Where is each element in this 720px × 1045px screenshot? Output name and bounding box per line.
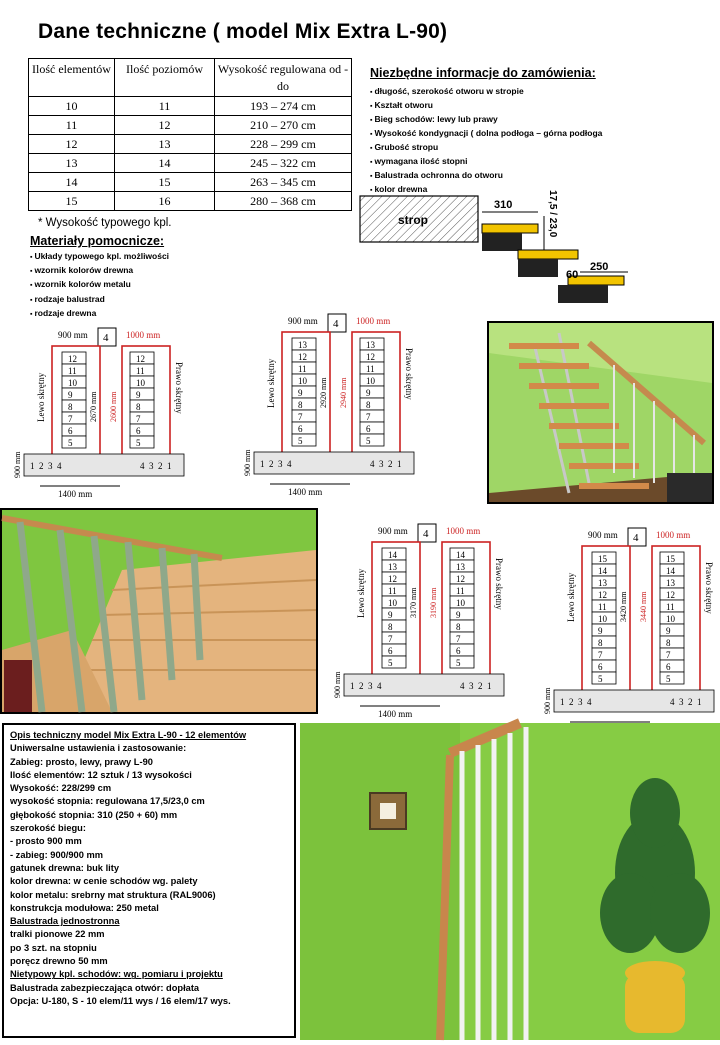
step-number: 12 — [666, 590, 675, 600]
landing-step-number: 4 — [587, 697, 592, 707]
order-info-title: Niezbędne informacje do zamówienia: — [370, 66, 596, 80]
landing-step-number: 1 — [487, 681, 492, 691]
list-item: ▪ Bieg schodów: lewy lub prawy — [370, 113, 602, 127]
list-item: ▪ rodzaje drewna — [30, 307, 169, 321]
step-number: 9 — [136, 390, 141, 400]
right-height-label: 3440 mm — [639, 591, 648, 622]
landing-step-number: 1 — [30, 461, 35, 471]
step — [130, 424, 154, 436]
step-number: 6 — [136, 426, 141, 436]
side-width-label: 900 mm — [243, 449, 252, 476]
plan-right-width-label: 1000 mm — [656, 530, 691, 540]
step-number: 8 — [68, 402, 73, 412]
landing-step-number: 2 — [359, 681, 364, 691]
step — [450, 656, 474, 668]
bottom-width-label: 1400 mm — [378, 709, 413, 719]
left-height-label: 2920 mm — [319, 377, 328, 408]
stair-photo-2 — [0, 508, 318, 714]
table-row — [29, 192, 352, 211]
plan-width-label: 900 mm — [378, 526, 408, 536]
step-number: 14 — [456, 550, 465, 560]
step-number: 7 — [366, 412, 371, 422]
bottom-step-depth: 250 — [590, 261, 609, 273]
step-number: 11 — [456, 586, 465, 596]
right-turn-label: Prawo skrętny — [174, 362, 184, 414]
left-height-label: 2670 mm — [89, 391, 98, 422]
landing-step-number: 3 — [48, 461, 53, 471]
step-number: 7 — [666, 650, 671, 660]
step-number: 9 — [298, 388, 303, 398]
description-title: Opis techniczny model Mix Extra L-90 - 12 elementów — [10, 730, 247, 740]
landing-step-number: 3 — [679, 697, 684, 707]
step-number: 12 — [68, 354, 77, 364]
turn-label: 4 — [103, 332, 109, 344]
cell-height: 193 – 274 cm — [215, 97, 352, 116]
step — [382, 620, 406, 632]
header-elements: Ilość elementów — [29, 59, 115, 97]
step-number: 12 — [456, 574, 465, 584]
step-number: 14 — [598, 566, 607, 576]
cell-height: 280 – 368 cm — [215, 192, 352, 211]
step — [292, 410, 316, 422]
landing-step-number: 4 — [287, 459, 292, 469]
landing-step-number: 3 — [578, 697, 583, 707]
table-row — [29, 173, 352, 192]
step — [382, 656, 406, 668]
step-number: 9 — [598, 626, 603, 636]
cell-levels: 15 — [115, 173, 215, 192]
description-line: tralki pionowe 22 mm — [10, 929, 105, 940]
step-number: 13 — [388, 562, 397, 572]
landing-step-number: 4 — [370, 459, 375, 469]
cell-levels: 16 — [115, 192, 215, 211]
side-width-label: 900 mm — [543, 687, 552, 714]
step-riser — [558, 285, 608, 303]
landing-step-number: 2 — [688, 697, 693, 707]
list-item: ▪ Układy typowego kpl. możliwości — [30, 250, 169, 264]
description-line: Ilość elementów: 12 sztuk / 13 wysokości — [10, 769, 192, 780]
step — [292, 422, 316, 434]
step-number: 6 — [598, 662, 603, 672]
right-height-label: 2940 mm — [339, 377, 348, 408]
step-offset: 60 — [566, 269, 579, 281]
step-number: 15 — [666, 554, 675, 564]
step — [382, 608, 406, 620]
cell-levels: 13 — [115, 135, 215, 154]
description-line: poręcz drewno 50 mm — [10, 956, 108, 967]
step-number: 7 — [598, 650, 603, 660]
list-item: ▪ długość, szerokość otworu w stropie — [370, 85, 602, 99]
turn-label: 4 — [333, 318, 339, 330]
header-height: Wysokość regulowana od - do — [215, 59, 352, 97]
step-number: 11 — [666, 602, 675, 612]
cell-height: 228 – 299 cm — [215, 135, 352, 154]
step-number: 6 — [298, 424, 303, 434]
landing-step-number: 2 — [39, 461, 44, 471]
landing-step-number: 3 — [278, 459, 283, 469]
landing-step-number: 4 — [140, 461, 145, 471]
step-number: 12 — [366, 352, 375, 362]
cell-elements: 10 — [29, 97, 115, 116]
ceiling-label: strop — [398, 213, 428, 227]
list-item: ▪ wymagana ilość stopni — [370, 155, 602, 169]
landing-step-number: 2 — [158, 461, 163, 471]
cell-elements: 11 — [29, 116, 115, 135]
step-number: 15 — [598, 554, 607, 564]
step-number: 8 — [366, 400, 371, 410]
top-step-depth: 310 — [494, 199, 513, 211]
cell-elements: 14 — [29, 173, 115, 192]
table-row — [29, 116, 352, 135]
landing-step-number: 4 — [57, 461, 62, 471]
step — [592, 636, 616, 648]
list-item: ▪ Kształt otworu — [370, 99, 602, 113]
step-number: 8 — [136, 402, 141, 412]
landing-step-number: 3 — [368, 681, 373, 691]
description-line: Nietypowy kpl. schodów: wg. pomiaru i projektu — [10, 969, 223, 980]
step-number: 6 — [366, 424, 371, 434]
step — [450, 620, 474, 632]
step-number: 11 — [366, 364, 375, 374]
step-number: 13 — [456, 562, 465, 572]
landing-step-number: 2 — [269, 459, 274, 469]
list-item: ▪ Grubość stropu — [370, 141, 602, 155]
landing-step-number: 1 — [397, 459, 402, 469]
cell-height: 263 – 345 cm — [215, 173, 352, 192]
cell-elements: 12 — [29, 135, 115, 154]
right-turn-label: Prawo skrętny — [494, 558, 504, 610]
description-line: konstrukcja modułowa: 250 metal — [10, 902, 159, 913]
landing-step-number: 1 — [350, 681, 355, 691]
step-number: 9 — [366, 388, 371, 398]
step-number: 7 — [68, 414, 73, 424]
step-number: 11 — [136, 366, 145, 376]
step — [130, 436, 154, 448]
step-number: 8 — [666, 638, 671, 648]
step — [360, 410, 384, 422]
step — [660, 636, 684, 648]
bottom-width-label: 1400 mm — [58, 489, 93, 499]
landing-step-number: 3 — [469, 681, 474, 691]
step-number: 5 — [366, 436, 371, 446]
step-number: 11 — [298, 364, 307, 374]
table-header-row — [29, 59, 352, 97]
list-item: ▪ wzornik kolorów drewna — [30, 264, 169, 278]
step-riser — [482, 233, 522, 251]
step-number: 5 — [298, 436, 303, 446]
order-info-list — [370, 85, 602, 197]
step-number: 11 — [388, 586, 397, 596]
list-item: ▪ wzornik kolorów metalu — [30, 278, 169, 292]
description-line: Uniwersalne ustawienia i zastosowanie: — [10, 743, 187, 754]
step — [62, 436, 86, 448]
stair-plan-3 — [330, 522, 515, 719]
step — [660, 648, 684, 660]
step-number: 12 — [388, 574, 397, 584]
step — [450, 608, 474, 620]
step-number: 10 — [388, 598, 397, 608]
step — [292, 398, 316, 410]
list-item: ▪ Wysokość kondygnacji ( dolna podłoga – górna podłoga — [370, 127, 602, 141]
step-number: 7 — [388, 634, 393, 644]
left-turn-label: Lewo skrętny — [36, 372, 46, 422]
step-number: 13 — [366, 340, 375, 350]
step-number: 6 — [388, 646, 393, 656]
list-item: ▪ rodzaje balustrad — [30, 293, 169, 307]
step — [292, 434, 316, 446]
materials-list — [30, 250, 169, 321]
cell-height: 245 – 322 cm — [215, 154, 352, 173]
step — [360, 386, 384, 398]
step-diagram — [358, 186, 720, 310]
step-number: 5 — [598, 674, 603, 684]
left-turn-label: Lewo skrętny — [266, 358, 276, 408]
plan-width-label: 900 mm — [58, 330, 88, 340]
step-number: 8 — [388, 622, 393, 632]
left-height-label: 3170 mm — [409, 587, 418, 618]
step-number: 13 — [598, 578, 607, 588]
description-line: kolor metalu: srebrny mat struktura (RAL9006) — [10, 889, 216, 900]
step — [592, 660, 616, 672]
step-number: 14 — [388, 550, 397, 560]
step-number: 11 — [598, 602, 607, 612]
step — [450, 644, 474, 656]
step-number: 12 — [298, 352, 307, 362]
step-number: 6 — [456, 646, 461, 656]
step — [62, 424, 86, 436]
step — [518, 250, 578, 259]
list-item: ▪ Balustrada ochronna do otworu — [370, 169, 602, 183]
step — [482, 224, 538, 233]
step — [292, 386, 316, 398]
step-number: 10 — [666, 614, 675, 624]
turn-label: 4 — [633, 532, 639, 544]
description-line: Balustrada zabezpieczająca otwór: dopłata — [10, 982, 200, 993]
step-number: 5 — [68, 438, 73, 448]
description-line: Opcja: U-180, S - 10 elem/11 wys / 16 elem/17 wys. — [10, 995, 231, 1006]
landing-step-number: 3 — [149, 461, 154, 471]
landing-step-number: 1 — [260, 459, 265, 469]
landing-step-number: 2 — [478, 681, 483, 691]
stair-plan-1 — [10, 326, 195, 499]
turn-label: 4 — [423, 528, 429, 540]
stair-plan-4 — [540, 526, 720, 714]
left-height-label: 3420 mm — [619, 591, 628, 622]
bottom-width-label: 1400 mm — [288, 487, 323, 497]
step — [592, 672, 616, 684]
step — [62, 412, 86, 424]
cell-levels: 12 — [115, 116, 215, 135]
plan-right-width-label: 1000 mm — [126, 330, 161, 340]
step-number: 6 — [68, 426, 73, 436]
step — [130, 400, 154, 412]
step — [360, 434, 384, 446]
landing-step-number: 4 — [460, 681, 465, 691]
step-number: 7 — [136, 414, 141, 424]
description-line: szerokość biegu: — [10, 823, 86, 834]
step-number: 9 — [456, 610, 461, 620]
step — [382, 632, 406, 644]
description-line: Balustrada jednostronna — [10, 916, 120, 927]
step-number: 13 — [298, 340, 307, 350]
plan-right-width-label: 1000 mm — [446, 526, 481, 536]
step-number: 12 — [598, 590, 607, 600]
step — [62, 400, 86, 412]
cell-height: 210 – 270 cm — [215, 116, 352, 135]
page-title: Dane techniczne ( model Mix Extra L-90) — [38, 20, 448, 43]
stair-plan-2 — [240, 312, 425, 497]
step — [62, 388, 86, 400]
landing-step-number: 1 — [697, 697, 702, 707]
step-height-label: 17,5 / 23,0 — [547, 190, 558, 238]
step — [660, 624, 684, 636]
landing-step-number: 1 — [167, 461, 172, 471]
side-width-label: 900 mm — [13, 451, 22, 478]
step-number: 8 — [456, 622, 461, 632]
stair-photo-3 — [300, 723, 720, 1040]
landing-step-number: 4 — [670, 697, 675, 707]
cell-elements: 13 — [29, 154, 115, 173]
side-width-label: 900 mm — [333, 671, 342, 698]
step-number: 10 — [68, 378, 77, 388]
description-line: głębokość stopnia: 310 (250 + 60) mm — [10, 809, 178, 820]
plan-right-width-label: 1000 mm — [356, 316, 391, 326]
step-number: 10 — [456, 598, 465, 608]
description-line: kolor drewna: w cenie schodów wg. palety — [10, 876, 198, 887]
step — [592, 624, 616, 636]
table-row — [29, 135, 352, 154]
step-number: 12 — [136, 354, 145, 364]
step-number: 10 — [136, 378, 145, 388]
step — [660, 660, 684, 672]
step-number: 11 — [68, 366, 77, 376]
step-number: 7 — [456, 634, 461, 644]
header-levels: Ilość poziomów — [115, 59, 215, 97]
step-number: 8 — [598, 638, 603, 648]
step-number: 9 — [666, 626, 671, 636]
step — [130, 388, 154, 400]
step — [660, 672, 684, 684]
landing-step-number: 1 — [560, 697, 565, 707]
step-number: 5 — [136, 438, 141, 448]
step-number: 5 — [456, 658, 461, 668]
technical-description — [2, 723, 296, 1038]
cell-levels: 14 — [115, 154, 215, 173]
step-riser — [518, 259, 558, 277]
right-height-label: 2600 mm — [109, 391, 118, 422]
table-row — [29, 97, 352, 116]
step — [360, 422, 384, 434]
step-number: 10 — [598, 614, 607, 624]
right-turn-label: Prawo skrętny — [404, 348, 414, 400]
left-turn-label: Lewo skrętny — [566, 572, 576, 622]
cell-levels: 11 — [115, 97, 215, 116]
step-number: 9 — [388, 610, 393, 620]
right-turn-label: Prawo skrętny — [704, 562, 714, 614]
cell-elements: 15 — [29, 192, 115, 211]
left-turn-label: Lewo skrętny — [356, 568, 366, 618]
materials-title: Materiały pomocnicze: — [30, 234, 165, 248]
step-number: 13 — [666, 578, 675, 588]
landing-step-number: 4 — [377, 681, 382, 691]
description-line: Wysokość: 228/299 cm — [10, 783, 112, 794]
description-line: po 3 szt. na stopniu — [10, 942, 97, 953]
stair-photo-1 — [487, 321, 714, 504]
description-line: - prosto 900 mm — [10, 836, 82, 847]
list-item: ▪ kolor drewna — [370, 183, 602, 197]
step — [130, 412, 154, 424]
step-number: 6 — [666, 662, 671, 672]
description-line: Zabieg: prosto, lewy, prawy L-90 — [10, 756, 153, 767]
plan-width-label: 900 mm — [288, 316, 318, 326]
step-number: 14 — [666, 566, 675, 576]
step-number: 5 — [388, 658, 393, 668]
table-row — [29, 154, 352, 173]
step-number: 8 — [298, 400, 303, 410]
description-line: gatunek drewna: buk lity — [10, 862, 119, 873]
description-line: wysokość stopnia: regulowana 17,5/23,0 cm — [10, 796, 205, 807]
step — [450, 632, 474, 644]
step — [592, 648, 616, 660]
step-number: 7 — [298, 412, 303, 422]
right-height-label: 3190 mm — [429, 587, 438, 618]
step — [360, 398, 384, 410]
landing-step-number: 2 — [388, 459, 393, 469]
step-number: 5 — [666, 674, 671, 684]
plan-width-label: 900 mm — [588, 530, 618, 540]
description-line: - zabieg: 900/900 mm — [10, 849, 104, 860]
step-number: 10 — [366, 376, 375, 386]
step — [382, 644, 406, 656]
step-number: 9 — [68, 390, 73, 400]
typical-set-note: * Wysokość typowego kpl. — [38, 217, 172, 229]
landing-step-number: 3 — [379, 459, 384, 469]
landing-step-number: 2 — [569, 697, 574, 707]
step-number: 10 — [298, 376, 307, 386]
spec-table — [28, 58, 352, 211]
